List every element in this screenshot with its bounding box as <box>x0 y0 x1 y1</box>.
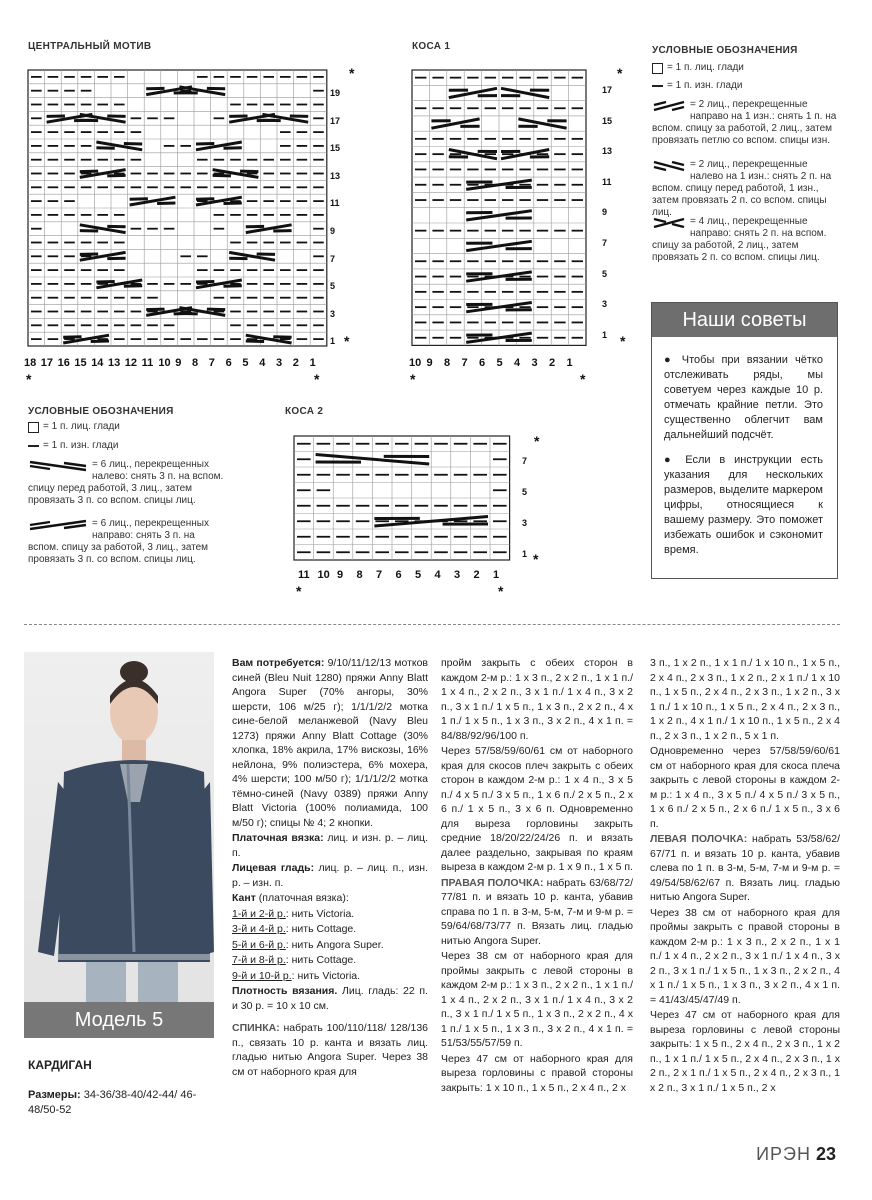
section-divider <box>24 624 840 625</box>
column-number-label: 9 <box>426 357 433 369</box>
magazine-brand: ИРЭН <box>756 1144 811 1164</box>
column-number-label: 5 <box>496 357 503 369</box>
column-number-label: 2 <box>549 357 556 369</box>
model-figure-image <box>24 652 214 1038</box>
legend-right-item-1: = 1 п. лиц. глади <box>652 62 842 75</box>
legend-right-title: УСЛОВНЫЕ ОБОЗНАЧЕНИЯ <box>652 45 798 56</box>
back-paragraph: СПИНКА: набрать 100/110/118/ 128/136 п., связать 10 р. канта и вязать лиц. гладью нитью Angora Super. Через 38 см от наборного края для <box>232 1022 428 1078</box>
cross-6-right-icon <box>28 519 88 531</box>
column-number-label: 4 <box>259 357 266 369</box>
cross-4-right-icon <box>652 217 686 229</box>
col3-para-5: Через 47 см от наборного края для выреза горловины с правой стороны закрыть: 1 х 10 п., 1 х 5 п., 2 х 4 п., 2 х <box>441 1052 633 1094</box>
marker-star: * <box>617 65 623 81</box>
kosa1-chart <box>408 64 608 354</box>
column-number-label: 13 <box>108 357 121 369</box>
tip-1: ● Чтобы при вязании чётко отслеживать ряды, мы советуем через каждые 10 р. отмечать крайние петли. Это существенно облегчит вам дальнейший подсчёт. <box>664 354 823 441</box>
tips-body <box>652 337 837 558</box>
marker-star: * <box>580 371 586 387</box>
row-number-label: 5 <box>602 268 608 279</box>
col4-para-2: Одновременно через 57/58/59/60/61 см от наборного края для скоса плеча закрыть с левой стороны в каждом 2-м р.: 1 х 4 п., 3 х 5 п./ 4 х 5 п./ 3 х 5 п., 1 х 6 п./ 2 х 5 п., 2 х 6 п./ 1 х 5 п., 3 х 6 п. <box>650 745 840 830</box>
column-number-label: 14 <box>91 357 104 369</box>
col4-para-1: 3 п., 1 х 2 п., 1 х 1 п./ 1 х 10 п., 1 х 5 п., 2 х 4 п., 2 х 3 п., 1 х 2 п., 2 х 1 п./ 1 х 10 п., 1 х 5 п., 2 х 4 п., 2 х 3 п., 1 х 2 п., 3 х 1 п./ 1 х 10 п., 1 х 5 п., 2 х 4 п., 2 х 3 п., 1 х 2 п., 4 х 1 п./ 1 х 10 п., 1 х 5 п., 2 х 4 п., 2 х 3 п., 1 х 2 п., 5 х 1 п. <box>650 657 840 742</box>
column-number-label: 5 <box>415 569 422 581</box>
row-number-label: 17 <box>330 115 341 126</box>
marker-star: * <box>534 433 540 449</box>
legend-left-item-2: = 1 п. изн. глади <box>28 440 228 453</box>
row-number-label: 3 <box>522 518 528 528</box>
row-number-label: 15 <box>330 143 341 154</box>
empty-cell-icon <box>28 422 39 433</box>
col3-para-4: Через 38 см от наборного края для проймы закрыть с левой стороны в каждом 2-м р.: 1 х 3 п., 2 х 2 п., 1 х 1 п./ 1 х 4 п., 2 х 2 п., 3 х 1 п./ 1 х 4 п., 3 х 2 п., 3 х 1 п./ 1 х 5 п., 1 х 3 п., 2 х 2 п., 4 х 1 п./ 1 х 5 п., 1 х 3 п., 3 х 2 п., 4 х 1 п. = 51/53/55/57/59 п. <box>441 950 633 1049</box>
row-number-label: 5 <box>522 487 528 497</box>
row-number-label: 11 <box>330 198 340 209</box>
row-number-label: 9 <box>330 226 336 236</box>
column-number-label: 11 <box>141 357 154 369</box>
garment-title: КАРДИГАН <box>28 1058 92 1072</box>
column-number-label: 16 <box>57 357 70 369</box>
column-number-label: 1 <box>309 357 316 369</box>
column-number-label: 6 <box>395 569 402 581</box>
garter-paragraph: Платочная вязка: лиц. и изн. р. – лиц. п. <box>232 832 428 859</box>
column-number-label: 1 <box>493 569 500 581</box>
row-number-label: 1 <box>522 549 528 559</box>
column-number-label: 8 <box>192 357 199 369</box>
column-number-label: 3 <box>531 357 538 369</box>
col3-para-1: пройм закрыть с обеих сторон в каждом 2-м р.: 1 х 3 п., 2 х 2 п., 1 х 1 п./ 1 х 4 п., 2 х 2 п., 3 х 1 п./ 1 х 4 п., 3 х 2 п., 3 х 1 п./ 1 х 5 п., 1 х 3 п., 2 х 2 п., 4 х 1 п./ 1 х 5 п., 1 х 3 п., 3 х 2 п., 4 х 1 п. = 84/88/92/96/100 п. <box>441 657 633 742</box>
column-number-label: 3 <box>454 569 461 581</box>
marker-star: * <box>349 65 355 81</box>
sizes: Размеры: 34-36/38-40/42-44/ 46-48/50-52 <box>28 1089 197 1116</box>
kant-row-2: 3-й и 4-й р.: нить Cottage. <box>232 923 357 935</box>
column-number-label: 10 <box>317 569 330 581</box>
marker-star: * <box>498 583 504 599</box>
col3-para-2: Через 57/58/59/60/61 см от наборного края для скосов плеч закрыть с обеих сторон в каждом 2-м р.: 1 х 4 п., 3 х 5 п./ 4 х 5 п./ 3 х 5 п., 1 х 6 п./ 2 х 5 п., 2 х 6 п./ 1 х 5 п., 3 х 6 п. Одновременно для выреза горловины закрыть средние 18/20/22/24/26 п. и вязать далее раздельно, закрывая по краям выреза в каждом 2-м р. 1 х 9 п., 1 х 5 п. <box>441 745 633 873</box>
stockinette-paragraph: Лицевая гладь: лиц. р. – лиц. п., изн. р. – изн. п. <box>232 862 428 889</box>
column-number-label: 3 <box>276 357 283 369</box>
page-footer <box>756 1144 836 1164</box>
kant-heading: Кант (платочная вязка): <box>232 892 349 904</box>
tip-2: ● Если в инструкции есть указания для нескольких размеров, выделите маркером цифры, относящиеся к вашему размеру. Это поможет избежать ошибок и сэкономит время. <box>664 454 823 556</box>
column-number-label: 9 <box>337 569 344 581</box>
marker-star: * <box>314 371 320 387</box>
cross-6-left-icon <box>28 460 88 472</box>
row-number-label: 17 <box>602 85 613 95</box>
column-number-label: 15 <box>74 357 87 369</box>
row-number-label: 1 <box>330 336 336 347</box>
right-front-paragraph: ПРАВАЯ ПОЛОЧКА: набрать 63/68/72/ 77/81 п. и вязать 10 р. канта, убавив справа по 1 п. в 3-м, 5-м, 7-м и 9-м р. = 59/64/68/73/77 п. Вязать лиц. гладью нитью Angora Super. <box>441 876 633 947</box>
column-number-label: 2 <box>473 569 480 581</box>
column-number-label: 5 <box>242 357 249 369</box>
col4-para-4: Через 38 см от наборного края для проймы закрыть с правой стороны в каждом 2-м р.: 1 х 3 п., 2 х 2 п., 1 х 1 п./ 1 х 4 п., 2 х 2 п., 3 х 1 п./ 1 х 4 п., 3 х 2 п., 3 х 1 п./ 1 х 5 п., 1 х 3 п., 2 х 2 п., 4 х 1 п./ 1 х 5 п., 1 х 3 п., 3 х 2 п., 4 х 1 п. = 41/43/45/47/49 п. <box>650 906 840 1006</box>
tips-title: Наши советы <box>652 303 837 337</box>
column-number-label: 7 <box>376 569 383 581</box>
column-number-label: 4 <box>514 357 521 369</box>
column-number-label: 2 <box>292 357 299 369</box>
row-number-label: 7 <box>602 238 608 248</box>
legend-right-item-2: = 1 п. изн. глади <box>652 80 842 93</box>
row-number-label: 15 <box>602 115 613 126</box>
legend-right-item-4: = 2 лиц., перекрещенные налево на 1 изн.: снять 2 п. на вспом. спицу перед работой, 1 изн., затем провязать 2 п. со вспом. спицы лиц. <box>652 159 832 218</box>
marker-star: * <box>296 583 302 599</box>
legend-left-item-1: = 1 п. лиц. глади <box>28 421 228 434</box>
cross-left-icon <box>652 160 686 172</box>
kant-row-5: 9-й и 10-й р.: нить Victoria. <box>232 969 361 982</box>
cross-right-icon <box>652 100 686 112</box>
text-column-3 <box>441 656 633 1096</box>
column-number-label: 18 <box>24 357 37 369</box>
row-number-label: 5 <box>330 281 336 292</box>
row-number-label: 3 <box>602 299 608 310</box>
column-number-label: 4 <box>434 569 441 581</box>
empty-cell-icon <box>652 63 663 74</box>
legend-left-item-3: = 6 лиц., перекрещенных налево: снять 3 п. на вспом. спицу перед работой, 3 лиц., затем провязать 3 п. со вспом. спицы лиц. <box>28 459 224 506</box>
row-number-label: 11 <box>602 176 612 187</box>
kant-row-4: 7-й и 8-й р.: нить Cottage. <box>232 954 357 966</box>
legend-left-title: УСЛОВНЫЕ ОБОЗНАЧЕНИЯ <box>28 406 174 417</box>
row-number-label: 7 <box>330 253 336 264</box>
legend-right-item-3: = 2 лиц., перекрещенные направо на 1 изн.: снять 1 п. на вспом. спицу за работой, 2 лиц., затем провязать петлю со вспом. спицы изн. <box>652 99 837 146</box>
column-number-label: 12 <box>124 357 138 369</box>
density-paragraph: Плотность вязания. Лиц. гладь: 22 п. и 30 р. = 10 х 10 см. <box>232 985 428 1012</box>
column-number-label: 7 <box>208 357 215 369</box>
row-number-label: 19 <box>330 88 341 98</box>
dash-cell-icon <box>28 445 39 447</box>
central-motif-chart <box>24 64 354 354</box>
tips-box <box>651 302 838 579</box>
row-number-label: 9 <box>602 207 608 218</box>
column-number-label: 8 <box>444 357 451 369</box>
dash-cell-icon <box>652 85 663 87</box>
column-number-label: 7 <box>461 357 468 369</box>
row-number-label: 1 <box>602 329 608 340</box>
central-motif-title: ЦЕНТРАЛЬНЫЙ МОТИВ <box>28 41 152 52</box>
page-number: 23 <box>815 1144 836 1164</box>
model-photo <box>24 652 214 1038</box>
model-caption: Модель 5 <box>24 1002 214 1038</box>
legend-left-item-4: = 6 лиц., перекрещенных направо: снять 3 п. на вспом. спицу за работой, 3 лиц., затем провязать 3 п. со вспом. спицы лиц. <box>28 518 209 565</box>
marker-star: * <box>344 333 350 349</box>
col4-para-5: Через 47 см от наборного края для выреза горловины с левой стороны закрыть: 1 х 5 п., 2 х 4 п., 2 х 3 п., 1 х 2 п., 1 х 1 п./ 1 х 5 п., 2 х 4 п., 2 х 3 п., 1 х 2 п., 2 х 1 п./ 1 х 5 п., 2 х 4 п., 2 х 3 п., 1 х 2 п., 3 х 1 п./ 1 х 5 п., 2 х <box>650 1009 840 1094</box>
row-number-label: 3 <box>330 308 336 319</box>
row-number-label: 13 <box>330 170 341 181</box>
text-column-2 <box>232 656 428 1080</box>
kosa2-title: КОСА 2 <box>285 406 324 417</box>
materials-paragraph: Вам потребуется: 9/10/11/12/13 мотков синей (Bleu Nuit 1280) пряжи Anny Blatt Angora Super (70% ангоры, 30% шерсти, 106 м/25 г); 1/1/1/2/2 мотка сине-белой меланжевой (Navy Bleu 1273) пряжи Anny Blatt Cottage (30% хлопка, 18% акрила, 17% вискозы, 16% нейлона, 9% полиэстера, 6% мохера, 4% шерсти; 100 м/50 г); 1/1/1/2/2 мотка тёмно-синей (Navy 0389) пряжи Anny Blatt Victoria (100% полиамида, 100 м/50 г); спицы № 4; 2 кнопки. <box>232 657 429 829</box>
legend-right-item-5: = 4 лиц., перекрещенные направо: снять 2 п. на вспом. спицу за работой, 2 лиц., затем провязать 2 п. со вспом. спицы лиц. <box>652 216 827 263</box>
marker-star: * <box>620 333 626 349</box>
row-number-label: 7 <box>522 456 528 466</box>
marker-star: * <box>26 371 32 387</box>
kosa1-title: КОСА 1 <box>412 41 451 52</box>
kant-row-3: 5-й и 6-й р.: нить Angora Super. <box>232 938 384 951</box>
column-number-label: 6 <box>479 357 486 369</box>
column-number-label: 6 <box>225 357 232 369</box>
column-number-label: 9 <box>175 357 182 369</box>
column-number-label: 1 <box>566 357 573 369</box>
kosa2-chart <box>290 432 520 564</box>
column-number-label: 17 <box>40 357 54 369</box>
column-number-label: 10 <box>409 357 422 369</box>
marker-star: * <box>533 551 539 567</box>
left-front-paragraph: ЛЕВАЯ ПОЛОЧКА: набрать 53/58/62/ 67/71 п. и вязать 10 р. канта, убавив слева по 1 п. в 3-м, 5-м, 7-м и 9-м р. = 49/54/58/62/67 п. Вязать лиц. гладью нитью Angora Super. <box>650 833 840 903</box>
marker-star: * <box>410 371 416 387</box>
row-number-label: 13 <box>602 146 613 157</box>
text-column-4 <box>650 656 840 1096</box>
kant-row-1: 1-й и 2-й р.: нить Victoria. <box>232 907 355 920</box>
column-number-label: 11 <box>298 569 310 581</box>
column-number-label: 8 <box>356 569 363 581</box>
column-number-label: 10 <box>158 357 171 369</box>
